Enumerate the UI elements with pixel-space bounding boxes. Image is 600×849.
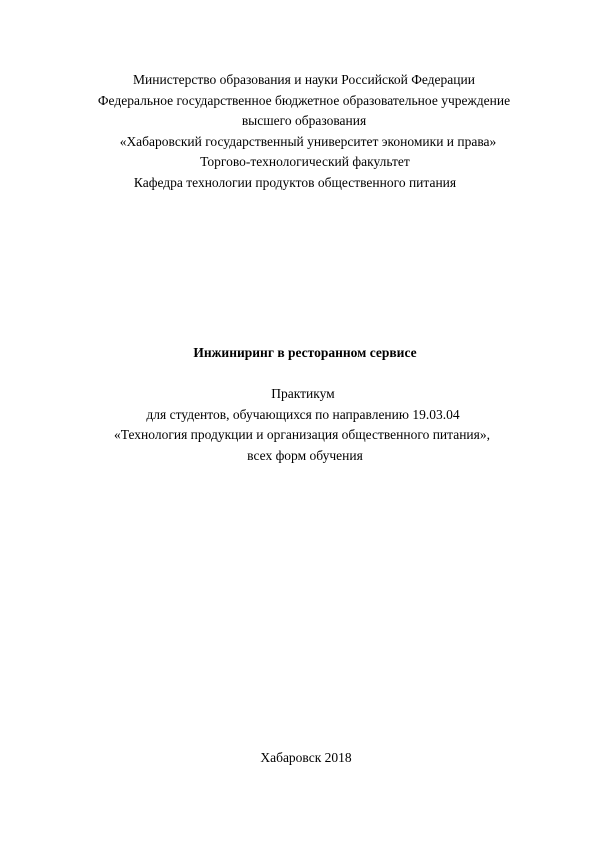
place-year: Хабаровск 2018 — [260, 750, 352, 765]
university-name-line: «Хабаровский государственный университет экономики и права» — [119, 133, 497, 149]
document-description — [0, 384, 600, 466]
audience-line: для студентов, обучающихся по направлению 19.03.04 — [146, 406, 460, 422]
study-forms-line: всех форм обучения — [247, 447, 363, 463]
document-footer — [0, 748, 600, 769]
department-line: Кафедра технологии продуктов общественного питания — [133, 174, 457, 190]
ministry-line: Министерство образования и науки Российской Федерации — [133, 72, 475, 87]
institution-type-line: Федеральное государственное бюджетное образовательное учреждение — [97, 92, 511, 108]
document-type-line: Практикум — [271, 386, 335, 401]
document-title-block — [0, 343, 600, 364]
education-level-line: высшего образования — [241, 113, 367, 128]
faculty-line: Торгово-технологический факультет — [200, 154, 410, 169]
document-title: Инжиниринг в ресторанном сервисе — [193, 345, 417, 360]
program-name-line: «Технология продукции и организация общественного питания», — [113, 427, 490, 442]
institution-header — [0, 70, 600, 193]
